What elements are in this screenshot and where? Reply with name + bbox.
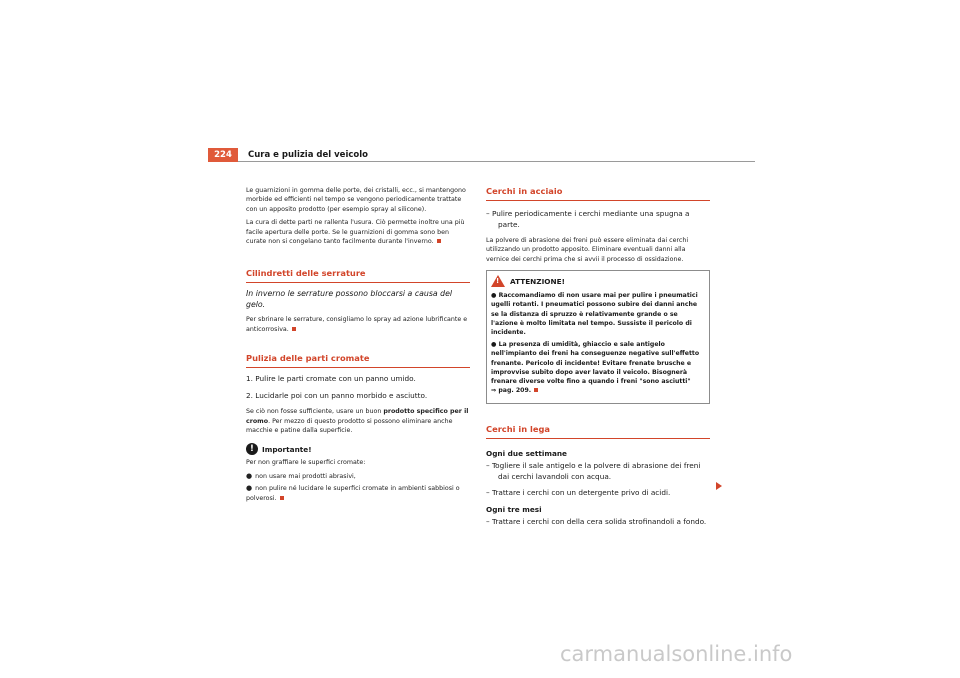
page-number: 224 [208,148,238,162]
warning-box [486,270,710,404]
page-header [208,148,755,162]
section-title-steel-rims: Cerchi in acciaio [486,186,710,201]
important-note-title: Importante! [262,444,312,454]
exclamation-icon: ! [246,443,258,455]
right-column [486,186,710,533]
warning-header [491,275,705,287]
page-reference-link[interactable]: ⇒ pag. 209. [491,387,532,395]
bullet-icon: ● [246,484,253,493]
chrome-step-2: 2. Lucidarle poi con un panno morbido e asciutto. [246,390,428,400]
intro-paragraph-1: Le guarnizioni in gomma delle porte, dei cristalli, ecc., si mantengono morbide ed efficienti nel tempo se vengono periodicamente trattate con un apposito prodotto (per esempio spray al silicone). [246,187,466,213]
section-title-alloy-rims: Cerchi in lega [486,424,710,439]
alloy-subhead-quarterly: Ogni tre mesi [486,504,542,514]
warning-triangle-icon: ! [491,275,505,287]
alloy-step-3: – Trattare i cerchi con della cera solida strofinandoli a fondo. [486,516,707,526]
locks-paragraph: Per sbrinare le serrature, consigliamo lo spray ad azione lubrificante e anticorrosiva. [246,316,468,333]
section-title-locks: Cilindretti delle serrature [246,268,470,283]
important-note-bullet-2: ● non pulire né lucidare le superfici cromate in ambienti sabbiosi o polverosi. [246,484,460,502]
warning-title: ATTENZIONE! [510,276,565,286]
bullet-icon: ● [491,341,499,349]
left-column [246,186,470,506]
bullet-icon: ● [491,292,499,300]
warning-bullet-1: ● Raccomandiamo di non usare mai per pulire i pneumatici ugelli rotanti. I pneumatici possono subire dei danni anche se la distanza di spruzzo è relativamente grande o se l'azione è molto limitata nel tempo. Sussiste il pericolo di incidente. [491,292,698,337]
section-end-mark [292,327,296,331]
section-subtitle-locks: In inverno le serrature possono bloccarsi a causa del gelo. [246,289,453,310]
alloy-step-2: – Trattare i cerchi con un detergente privo di acidi. [486,488,671,498]
important-note-header [246,443,470,455]
alloy-step-1: – Togliere il sale antigelo e la polvere di abrasione dei freni dai cerchi lavandoli con acqua. [486,461,701,481]
next-page-arrow-icon[interactable] [716,482,722,490]
intro-paragraph-2: La cura di dette parti ne rallenta l'usura. Ciò permette inoltre una più facile apertura delle porte. Se le guarnizioni di gomma sono ben curate non si congelano tanto facilmente durante l'inverno. [246,219,465,246]
header-divider [238,161,755,162]
section-end-mark [534,388,538,392]
steel-rims-paragraph: La polvere di abrasione dei freni può essere eliminata dai cerchi utilizzando un prodotto apposito. Eliminare eventuali danni alla vernice dei cerchi prima che si avvii il processo di ossidazione. [486,237,689,263]
important-note-intro: Per non graffiare le superfici cromate: [246,459,366,467]
alloy-subhead-biweekly: Ogni due settimane [486,449,568,459]
steel-rims-step: – Pulire periodicamente i cerchi mediante una spugna a parte. [486,209,690,229]
chrome-paragraph: Se ciò non fosse sufficiente, usare un buon prodotto specifico per il cromo. Per mezzo di questo prodotto si possono eliminare anche macchie e patine dalla superficie. [246,408,469,435]
chrome-step-1: 1. Pulire le parti cromate con un panno umido. [246,374,416,384]
chapter-title: Cura e pulizia del veicolo [248,150,368,160]
watermark: carmanualsonline.info [560,642,793,666]
bullet-icon: ● [246,471,253,480]
section-end-mark [437,239,441,243]
warning-bullet-2: ● La presenza di umidità, ghiaccio e sale antigelo nell'impianto dei freni ha conseguenze negative sull'effetto frenante. Pericolo di incidente! Evitare frenate brusche e improvvise subito dopo aver lavato il veicolo. Bisognerà frenare diverse volte fino a quando i freni "sono asciutti" ⇒ pag. 209. [491,341,700,395]
important-note-bullet-1: ● non usare mai prodotti abrasivi, [246,471,356,480]
section-end-mark [280,496,284,500]
section-title-chrome: Pulizia delle parti cromate [246,353,470,368]
